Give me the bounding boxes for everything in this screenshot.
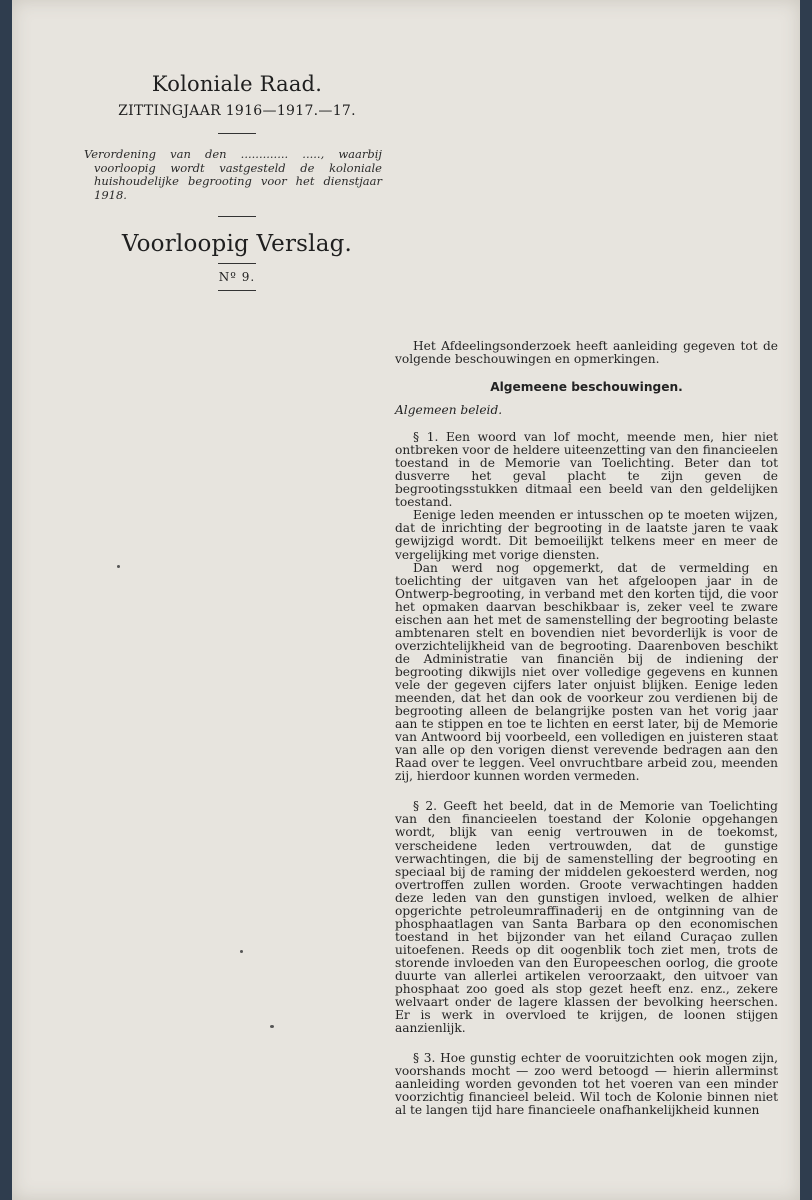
paragraph-1b: Eenige leden meenden er intusschen op te moeten wijzen, dat de inrichting der begrooting in de laatste jaren te vaak gewijzigd wordt. Dit bemoeilijkt telkens meer en meer de vergelijking met vorige diensten.	[395, 508, 778, 562]
paragraph-2: § 2. Geeft het beeld, dat in de Memorie van Toelichting van den financieelen toestand der Kolonie opgehangen wordt, blijk van eenig vertrouwen in de toekomst, verscheidene leden vertrouwden, dat de gunstige verwachtingen, die bij de samenstelling der begrooting en speciaal bij de raming der middelen gekoesterd werden, nog overtroffen zullen worden. Groote verwachtingen hadden deze leden van den gunstigen invloed, welken de alhier opgerichte petroleumraffinaderij en de ontginning van de phosphaatlagen van Santa Barbara op den economischen toestand in het bijzonder van het eiland Curaçao zullen uitoefenen. Reeds op dit oogenblik toch ziet men, trots de storende invloeden van den Europeeschen oorlog, die groote duurte van allerlei artikelen veroorzaakt, den uitvoer van phosphaat zoo goed als stop gezet heeft enz. enz., zekere welvaart onder de lagere klassen der bevolking heerschen. Er is werk in overvloed te krijgen, de loonen stijgen aanzienlijk.	[395, 799, 778, 1036]
section-heading: Algemeene beschouwingen.	[490, 380, 683, 395]
divider	[218, 133, 256, 134]
ordinance-description: Verordening van den ............. ....., waarbij voorloopig wordt vastgesteld de koloniale huishoudelijke begrooting voor het dienstjaar 1918.	[84, 147, 382, 202]
paragraph-1: § 1. Een woord van lof mocht, meende men, hier niet ontbreken voor de heldere uiteenzetting van den financieelen toestand in de Memorie van Toelichting. Beter dan tot dusverre het geval placht te zijn geven de begrootingsstukken ditmaal een beeld van den geldelijken toestand.	[395, 430, 778, 510]
session-year: ZITTINGJAAR 1916—1917.—17.	[118, 103, 356, 119]
subsection-heading: Algemeen beleid.	[395, 403, 503, 418]
speck	[117, 565, 120, 568]
report-body	[395, 340, 778, 1117]
council-title: Koloniale Raad.	[151, 72, 323, 96]
divider	[218, 290, 256, 291]
document-number: Nº 9.	[218, 270, 256, 285]
speck	[240, 950, 243, 953]
document-header	[84, 72, 382, 291]
paragraph-3: § 3. Hoe gunstig echter de vooruitzichten ook mogen zijn, voorshands mocht — zoo werd betoogd — hierin allerminst aanleiding worden gevonden tot het voeren van een minder voorzichtig financieel beleid. Wil toch de Kolonie binnen niet al te langen tijd hare financieele onafhankelijkheid kunnen	[395, 1051, 778, 1118]
report-title: Voorloopig Verslag.	[121, 231, 353, 258]
divider	[218, 263, 256, 264]
document-page	[12, 0, 800, 1200]
divider	[218, 216, 256, 217]
speck	[270, 1025, 274, 1028]
opening-paragraph: Het Afdeelingsonderzoek heeft aanleiding gegeven tot de volgende beschouwingen en opmerkingen.	[395, 339, 778, 367]
paragraph-1c: Dan werd nog opgemerkt, dat de vermelding en toelichting der uitgaven van het afgeloopen jaar in de Ontwerp-begrooting, in verband met den korten tijd, die voor het opmaken daarvan beschikbaar is, zeker veel te zware eischen aan het met de samenstelling der begrooting belaste ambtenaren stelt en bovendien niet bevorderlijk is voor de overzichtelijkheid van de begrooting. Daarenboven beschikt de Administratie van financiën bij de indiening der begrooting dikwijls niet over volledige gegevens en kunnen vele der gegeven cijfers later onjuist blijken. Eenige leden meenden, dat het dan ook de voorkeur zou verdienen bij de begrooting alleen de belangrijke posten van het vorig jaar aan te stippen en toe te lichten en eerst later, bij de Memorie van Antwoord bij voorbeeld, een volledigen en juisteren staat van alle op den vorigen dienst verevende bedragen aan den Raad over te leggen. Veel onvruchtbare arbeid zou, meenden zij, hierdoor kunnen worden vermeden.	[395, 560, 778, 784]
